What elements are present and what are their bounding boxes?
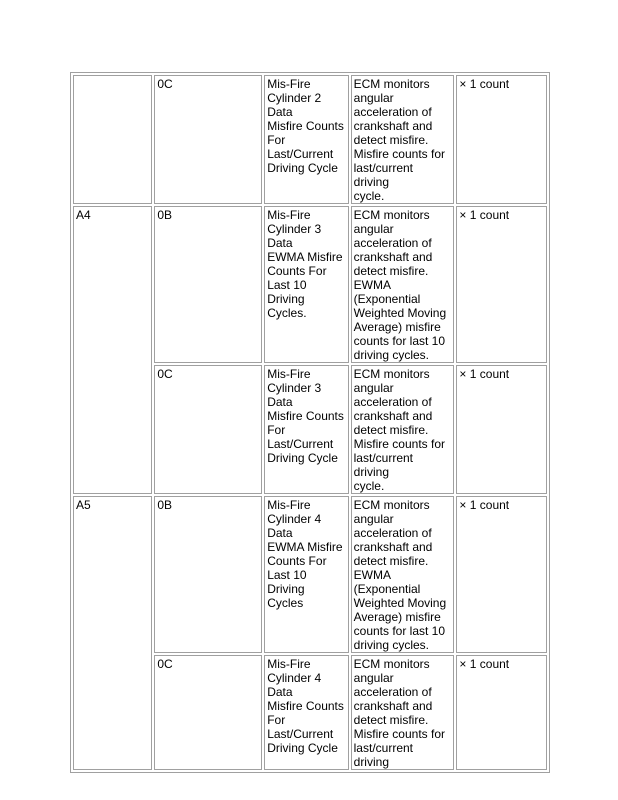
unit-cell: × 1 count xyxy=(456,496,547,653)
mid-cell: A4 xyxy=(73,206,152,494)
unit-cell: × 1 count xyxy=(456,75,547,204)
mid-cell: A5 xyxy=(73,496,152,770)
detail-cell: ECM monitors angular acceleration of crankshaft and detect misfire. EWMA (Exponential Weighted Moving Average) misfire counts for last 10 driving cycles. xyxy=(351,496,455,653)
tid-cell: 0C xyxy=(154,75,262,204)
detail-cell: ECM monitors angular acceleration of crankshaft and detect misfire. Misfire counts for last/current driving cycle. xyxy=(351,75,455,204)
description-cell: Mis-Fire Cylinder 2 Data Misfire Counts For Last/Current Driving Cycle xyxy=(264,75,348,204)
monitor-data-table xyxy=(70,72,550,773)
table-row xyxy=(73,496,547,653)
table-row xyxy=(73,206,547,363)
unit-cell: × 1 count xyxy=(456,206,547,363)
unit-cell: × 1 count xyxy=(456,655,547,770)
tid-cell: 0B xyxy=(154,206,262,363)
detail-cell: ECM monitors angular acceleration of crankshaft and detect misfire. EWMA (Exponential Weighted Moving Average) misfire counts for last 10 driving cycles. xyxy=(351,206,455,363)
detail-cell: ECM monitors angular acceleration of crankshaft and detect misfire. Misfire counts for last/current driving xyxy=(351,655,455,770)
mid-cell xyxy=(73,75,152,204)
unit-cell: × 1 count xyxy=(456,365,547,494)
description-cell: Mis-Fire Cylinder 3 Data EWMA Misfire Counts For Last 10 Driving Cycles. xyxy=(264,206,348,363)
description-cell: Mis-Fire Cylinder 3 Data Misfire Counts For Last/Current Driving Cycle xyxy=(264,365,348,494)
tid-cell: 0C xyxy=(154,655,262,770)
table-row xyxy=(73,75,547,204)
detail-cell: ECM monitors angular acceleration of crankshaft and detect misfire. Misfire counts for last/current driving cycle. xyxy=(351,365,455,494)
description-cell: Mis-Fire Cylinder 4 Data Misfire Counts For Last/Current Driving Cycle xyxy=(264,655,348,770)
tid-cell: 0B xyxy=(154,496,262,653)
description-cell: Mis-Fire Cylinder 4 Data EWMA Misfire Counts For Last 10 Driving Cycles xyxy=(264,496,348,653)
tid-cell: 0C xyxy=(154,365,262,494)
